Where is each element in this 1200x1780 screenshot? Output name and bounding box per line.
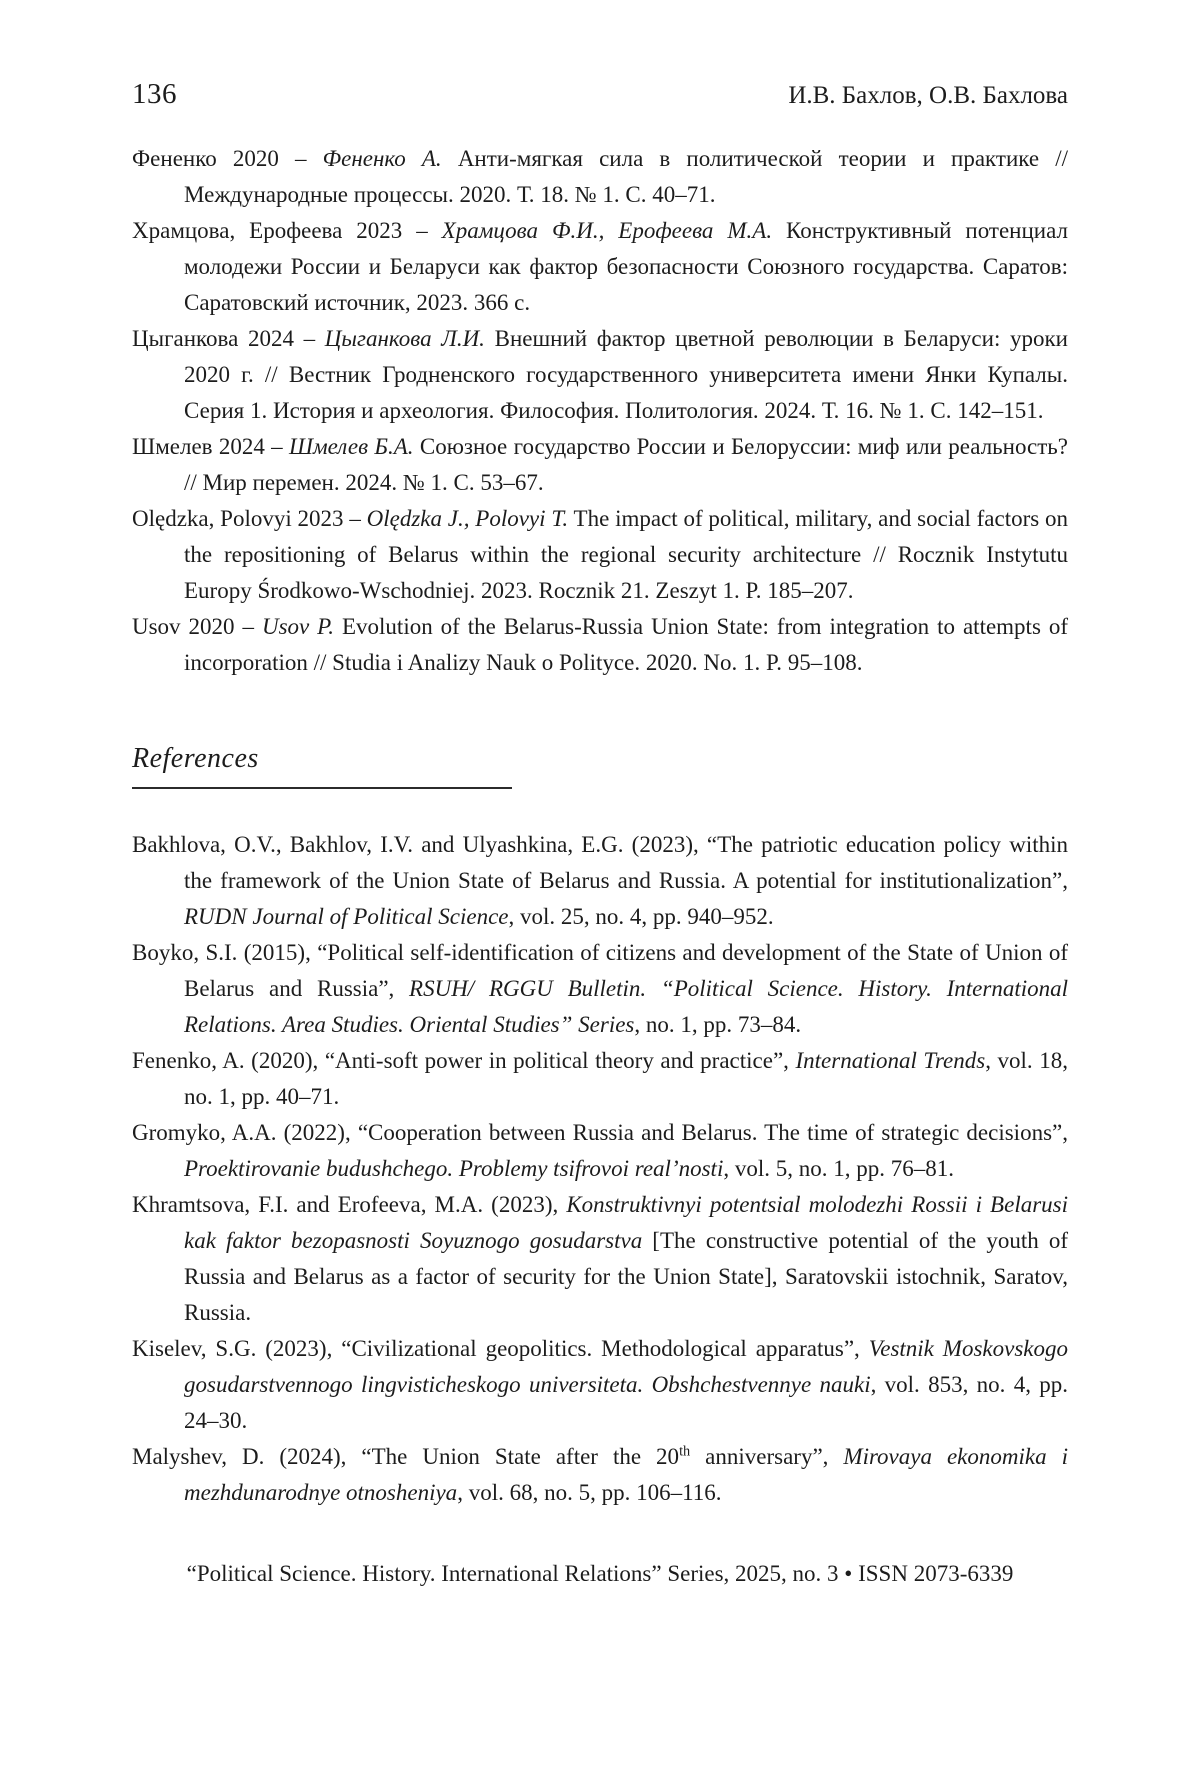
text-segment: Khramtsova, F.I. and Erofeeva, M.A. (2023), — [132, 1192, 567, 1217]
text-segment: Шмелев Б.А. — [288, 434, 414, 459]
text-segment: th — [679, 1443, 691, 1460]
reference-entry — [132, 1043, 1068, 1115]
text-segment: , vol. 853, no. 4, pp. 24–30. — [184, 1372, 1068, 1433]
page-number: 136 — [132, 78, 177, 110]
text-segment: Цыганкова Л.И. — [324, 326, 485, 351]
reference-entry — [132, 827, 1068, 935]
text-segment: Olędzka, Polovyi 2023 – — [132, 506, 367, 531]
text-segment: Храмцова Ф.И., Ерофеева М.А. — [441, 218, 773, 243]
text-segment: , vol. 68, no. 5, pp. 106–116. — [457, 1480, 722, 1505]
english-references-list — [132, 827, 1068, 1511]
text-segment: International Trends — [795, 1048, 986, 1073]
text-segment: Фененко 2020 – — [132, 146, 323, 171]
references-heading-block — [132, 743, 512, 789]
text-segment: Vestnik Moskovskogo gosudarstvennogo lingvisticheskogo universiteta. Obshchestvennye nauki — [184, 1336, 1068, 1397]
text-segment: Kiselev, S.G. (2023), “Civilizational geopolitics. Methodological apparatus”, — [132, 1336, 869, 1361]
text-segment: Evolution of the Belarus-Russia Union State: from integration to attempts of incorporation // Studia i Analizy Nauk o Polityce. 2020. No. 1. P. 95–108. — [184, 614, 1069, 675]
text-segment: Fenenko, A. (2020), “Anti-soft power in political theory and practice”, — [132, 1048, 796, 1073]
reference-entry — [132, 429, 1068, 501]
reference-entry — [132, 141, 1068, 213]
text-segment: , vol. 18, no. 1, pp. 40–71. — [184, 1048, 1068, 1109]
page-footer — [132, 1561, 1068, 1587]
reference-entry — [132, 213, 1068, 321]
text-segment: Храмцова, Ерофеева 2023 – — [132, 218, 442, 243]
text-segment: Цыганкова 2024 – — [132, 326, 325, 351]
text-segment: Malyshev, D. (2024), “The Union State after the 20 — [132, 1444, 680, 1469]
text-segment: Usov P. — [261, 614, 335, 639]
running-authors: И.В. Бахлов, О.В. Бахлова — [788, 82, 1068, 109]
text-segment: , vol. 25, no. 4, pp. 940–952. — [508, 904, 774, 929]
russian-references-list — [132, 141, 1068, 681]
reference-entry — [132, 321, 1068, 429]
text-segment: Usov 2020 – — [132, 614, 262, 639]
reference-entry — [132, 1439, 1068, 1511]
text-segment: The impact of political, military, and social factors on the repositioning of Belarus within the regional security architecture // Rocznik Instytutu Europy Środkowo-Wschodniej. 2023. Rocznik 21. Zeszyt 1. P. 185–207. — [184, 506, 1068, 603]
text-segment: Konstruktivnyi potentsial molodezhi Rossii i Belarusi kak faktor bezopasnosti Soyuznogo gosudarstva — [184, 1192, 1068, 1253]
text-segment: Boyko, S.I. (2015), “Political self-identification of citizens and development of the State of Union of Belarus and Russia”, — [132, 940, 1068, 1001]
text-segment: Внешний фактор цветной революции в Беларуси: уроки 2020 г. // Вестник Гродненского государственного университета имени Янки Купалы. Серия 1. История и археология. Философия. Политология. 2024. Т. 16. № 1. С. 142–151. — [184, 326, 1068, 423]
text-segment: Шмелев 2024 – — [132, 434, 289, 459]
reference-entry — [132, 1115, 1068, 1187]
text-segment: Конструктивный потенциал молодежи России и Беларуси как фактор безопасности Союзного государства. Саратов: Саратовский источник, 2023. 366 с. — [184, 218, 1068, 315]
text-segment: Фененко А. — [322, 146, 442, 171]
text-segment: RSUH/ RGGU Bulletin. “Political Science. History. International Relations. Area Studies. Oriental Studies” Series — [184, 976, 1068, 1037]
text-segment: Союзное государство России и Белоруссии: миф или реальность? // Мир перемен. 2024. № 1. С. 53–67. — [184, 434, 1068, 495]
reference-entry — [132, 1187, 1068, 1331]
references-heading: References — [132, 743, 259, 774]
text-segment: Proektirovanie budushchego. Problemy tsifrovoi real’nosti — [184, 1156, 724, 1181]
text-segment: Mirovaya ekonomika i mezhdunarodnye otnosheniya — [184, 1444, 1068, 1505]
text-segment: Анти-мягкая сила в политической теории и практике // Международные процессы. 2020. Т. 18. № 1. С. 40–71. — [184, 146, 1068, 207]
text-segment: , vol. 5, no. 1, pp. 76–81. — [723, 1156, 954, 1181]
reference-entry — [132, 1331, 1068, 1439]
text-segment: anniversary”, — [690, 1444, 844, 1469]
reference-entry — [132, 935, 1068, 1043]
reference-entry — [132, 501, 1068, 609]
reference-entry — [132, 609, 1068, 681]
text-segment: [The constructive potential of the youth of Russia and Belarus as a factor of security for the Union State], Saratovskii istochnik, Saratov, Russia. — [184, 1228, 1068, 1325]
text-segment: Olędzka J., Polovyi T. — [366, 506, 569, 531]
footer-text: “Political Science. History. International Relations” Series, 2025, no. 3 • ISSN 2073-6339 — [186, 1561, 1014, 1586]
text-segment: , no. 1, pp. 73–84. — [634, 1012, 802, 1037]
page-header — [132, 78, 1068, 111]
text-segment: Bakhlova, O.V., Bakhlov, I.V. and Ulyashkina, E.G. (2023), “The patriotic education policy within the framework of the Union State of Belarus and Russia. A potential for institutionalization”, — [132, 832, 1068, 893]
text-segment: Gromyko, A.A. (2022), “Cooperation between Russia and Belarus. The time of strategic decisions”, — [132, 1120, 1068, 1145]
text-segment: RUDN Journal of Political Science — [184, 904, 509, 929]
